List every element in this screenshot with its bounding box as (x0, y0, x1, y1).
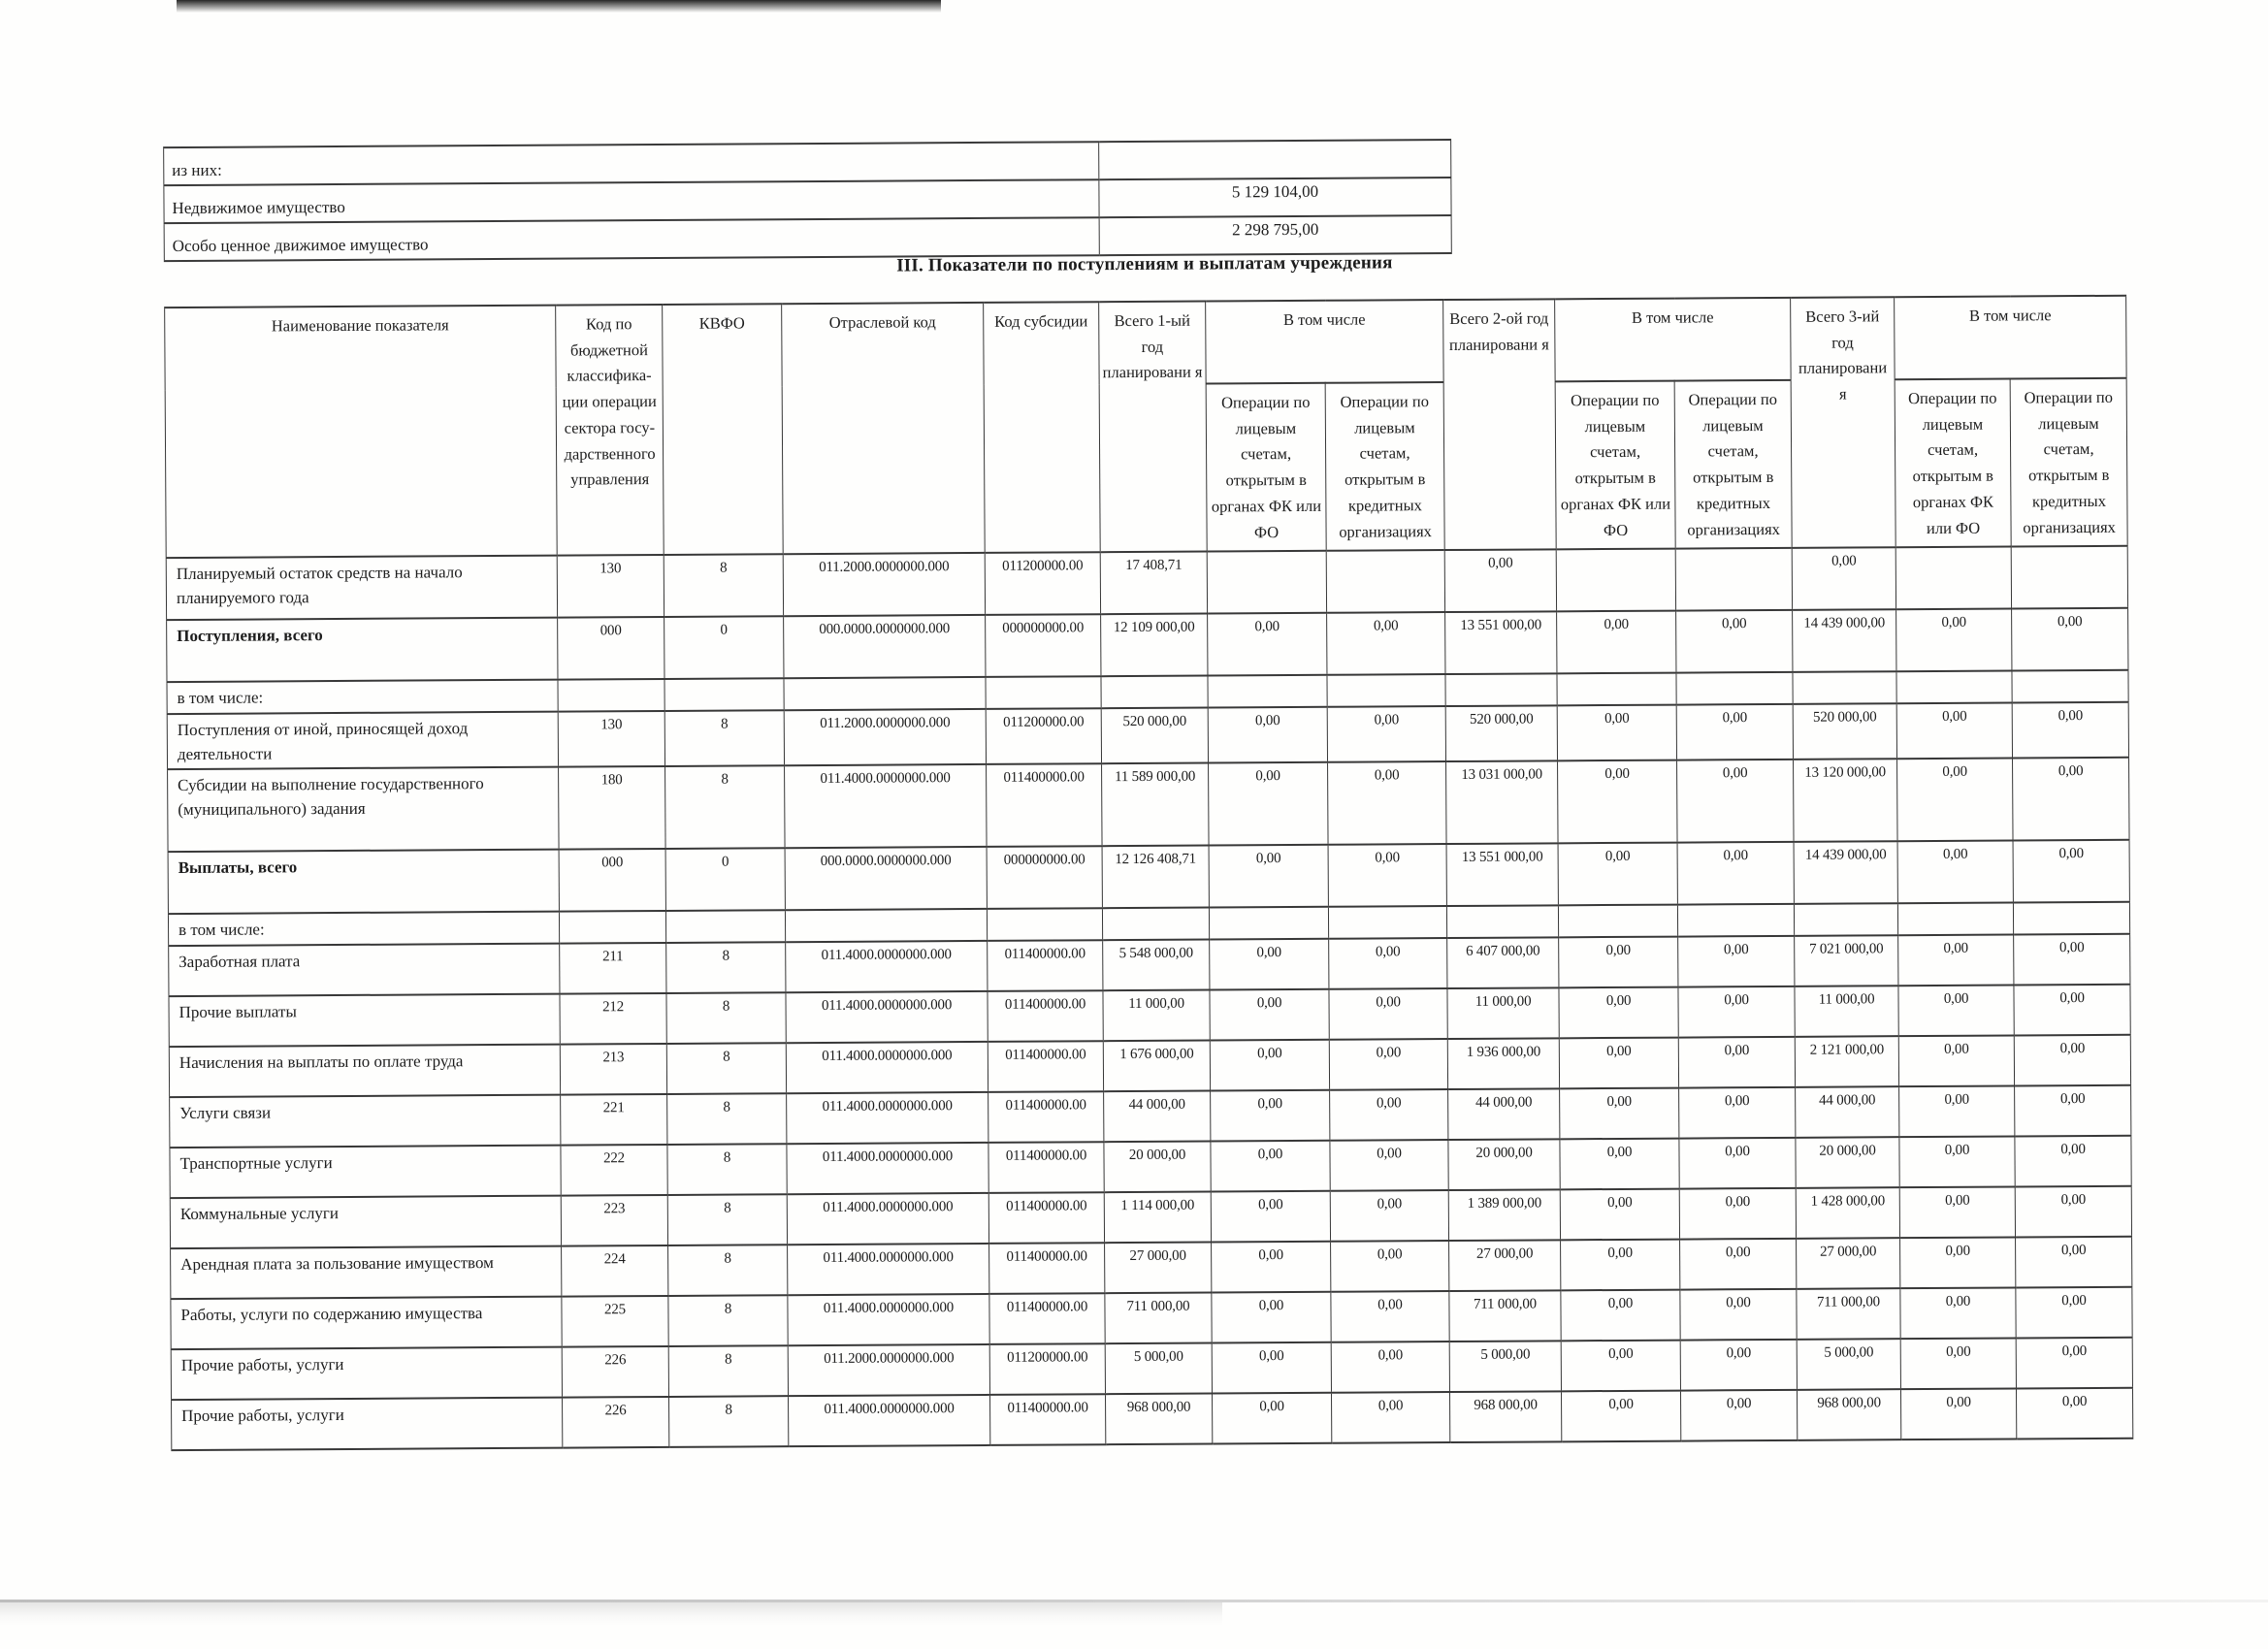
header-year2-ops-credit: Операции по лицевым счетам, открытым в кредитных организациях (1674, 380, 1792, 549)
year1-ops-credit-cell: 0,00 (1331, 1342, 1449, 1393)
summary-value-cell: 2 298 795,00 (1099, 215, 1451, 255)
year1-ops-credit-cell: 0,00 (1329, 988, 1447, 1040)
kvfo-cell: 8 (666, 992, 786, 1044)
section-title: III. Показатели по поступлениям и выплатам учреждения (896, 252, 1393, 276)
year2-ops-fk-cell: 0,00 (1558, 760, 1678, 844)
year1-ops-fk-cell (1207, 551, 1326, 614)
budget-code-cell (559, 911, 665, 944)
total-year3-cell: 27 000,00 (1797, 1238, 1900, 1289)
year3-ops-credit-cell: 0,00 (2014, 985, 2130, 1036)
year1-ops-credit-cell: 0,00 (1330, 1190, 1448, 1242)
year2-ops-credit-cell: 0,00 (1680, 1340, 1797, 1391)
year3-ops-credit-cell: 0,00 (2014, 1035, 2130, 1086)
year2-ops-fk-cell: 0,00 (1557, 705, 1676, 761)
year1-ops-fk-cell: 0,00 (1209, 845, 1328, 908)
total-year2-cell: 5 000,00 (1449, 1342, 1561, 1393)
kvfo-cell: 8 (664, 554, 783, 617)
year2-ops-credit-cell: 0,00 (1680, 1289, 1797, 1341)
indicator-name-cell: Прочие работы, услуги (172, 1398, 563, 1450)
subsidy-code-cell: 000000000.00 (987, 846, 1102, 909)
kvfo-cell: 8 (664, 710, 784, 766)
subsidy-code-cell: 011400000.00 (988, 940, 1103, 991)
year1-ops-credit-cell: 0,00 (1328, 844, 1446, 907)
table-row (168, 758, 2130, 852)
budget-code-cell: 221 (561, 1094, 667, 1146)
year3-ops-credit-cell: 0,00 (2016, 1237, 2132, 1288)
total-year1-cell: 711 000,00 (1105, 1293, 1212, 1344)
total-year1-cell: 44 000,00 (1104, 1091, 1211, 1143)
year1-ops-credit-cell (1327, 674, 1445, 707)
year2-ops-credit-cell: 0,00 (1679, 1087, 1796, 1139)
header-year2-ops-fk: Операции по лицевым счетам, открытым в органах ФК или ФО (1555, 381, 1675, 550)
year3-ops-credit-cell: 0,00 (2017, 1388, 2133, 1439)
subsidy-code-cell: 011400000.00 (990, 1394, 1106, 1445)
budget-code-cell: 225 (562, 1296, 668, 1347)
indicator-name-cell: Планируемый остаток средств на начало планируемого года (166, 556, 557, 620)
year3-ops-fk-cell: 0,00 (1901, 1389, 2017, 1440)
year2-ops-fk-cell: 0,00 (1561, 1341, 1680, 1392)
year1-ops-fk-cell: 0,00 (1212, 1242, 1331, 1293)
year3-ops-credit-cell (2012, 670, 2128, 703)
kvfo-cell (664, 678, 784, 711)
year2-ops-credit-cell: 0,00 (1676, 610, 1793, 673)
year1-ops-fk-cell: 0,00 (1208, 613, 1327, 676)
total-year2-cell: 20 000,00 (1448, 1140, 1560, 1191)
indicator-name-cell: Работы, услуги по содержанию имущества (171, 1297, 562, 1349)
year2-ops-fk-cell: 0,00 (1560, 1189, 1679, 1241)
subsidy-code-cell: 011200000.00 (985, 552, 1100, 615)
total-year3-cell (1794, 903, 1897, 936)
year3-ops-fk-cell (1896, 670, 2012, 703)
total-year2-cell: 0,00 (1444, 549, 1556, 612)
year1-ops-fk-cell (1209, 907, 1328, 940)
industry-code-cell: 000.0000.0000000.000 (784, 615, 986, 678)
year3-ops-credit-cell: 0,00 (2016, 1338, 2132, 1389)
budget-code-cell: 213 (560, 1044, 666, 1095)
year2-ops-credit-cell: 0,00 (1681, 1390, 1798, 1441)
total-year3-cell: 5 000,00 (1797, 1339, 1900, 1390)
indicator-name-cell: Поступления, всего (167, 618, 558, 682)
year1-ops-fk-cell: 0,00 (1212, 1342, 1331, 1394)
industry-code-cell: 011.4000.0000000.000 (788, 1294, 989, 1345)
total-year1-cell: 11 589 000,00 (1102, 763, 1210, 847)
year2-ops-fk-cell: 0,00 (1560, 1088, 1679, 1140)
total-year2-cell: 1 389 000,00 (1448, 1190, 1560, 1242)
total-year1-cell: 12 126 408,71 (1102, 846, 1209, 909)
total-year3-cell: 13 120 000,00 (1794, 759, 1898, 842)
indicator-name-cell: в том числе: (168, 912, 559, 946)
year2-ops-credit-cell: 0,00 (1679, 1188, 1796, 1240)
year3-ops-credit-cell: 0,00 (2015, 1136, 2131, 1187)
year3-ops-fk-cell: 0,00 (1898, 1036, 2014, 1087)
indicator-name-cell: Арендная плата за пользование имуществом (171, 1246, 562, 1299)
year1-ops-credit-cell (1326, 550, 1444, 613)
industry-code-cell: 011.4000.0000000.000 (786, 991, 988, 1043)
industry-code-cell: 011.4000.0000000.000 (785, 764, 988, 848)
budget-code-cell (558, 679, 664, 712)
industry-code-cell: 011.4000.0000000.000 (789, 1395, 990, 1446)
total-year1-cell: 11 000,00 (1103, 990, 1210, 1042)
total-year3-cell: 7 021 000,00 (1795, 935, 1898, 986)
industry-code-cell: 011.2000.0000000.000 (783, 553, 985, 616)
indicator-name-cell: Прочие работы, услуги (171, 1347, 562, 1400)
total-year1-cell: 27 000,00 (1105, 1243, 1212, 1294)
budget-code-cell: 224 (562, 1245, 668, 1297)
subsidy-code-cell: 011400000.00 (988, 1142, 1104, 1193)
total-year2-cell: 11 000,00 (1447, 988, 1559, 1040)
year1-ops-fk-cell: 0,00 (1210, 989, 1329, 1041)
subsidy-code-cell: 011400000.00 (989, 1293, 1105, 1344)
year2-ops-fk-cell (1557, 673, 1676, 706)
industry-code-cell: 000.0000.0000000.000 (785, 847, 987, 910)
year3-ops-fk-cell: 0,00 (1900, 1238, 2016, 1289)
year2-ops-credit-cell (1675, 548, 1792, 611)
total-year3-cell: 11 000,00 (1795, 986, 1898, 1037)
year1-ops-fk-cell: 0,00 (1210, 1040, 1329, 1091)
year2-ops-fk-cell: 0,00 (1559, 937, 1678, 988)
year2-ops-credit-cell: 0,00 (1678, 986, 1795, 1038)
kvfo-cell: 8 (667, 1194, 787, 1245)
kvfo-cell: 8 (667, 1093, 787, 1145)
year1-ops-fk-cell: 0,00 (1210, 939, 1329, 990)
budget-code-cell: 223 (561, 1195, 667, 1246)
budget-code-cell: 222 (561, 1145, 667, 1196)
subsidy-code-cell (987, 908, 1102, 941)
indicator-name-cell: Субсидии на выполнение государственного (муниципального) задания (168, 767, 560, 852)
budget-code-cell: 000 (559, 849, 665, 912)
total-year3-cell: 20 000,00 (1796, 1137, 1899, 1188)
subsidy-code-cell: 011400000.00 (988, 990, 1103, 1042)
subsidy-code-cell (986, 676, 1101, 709)
budget-code-cell: 130 (558, 711, 664, 767)
year1-ops-fk-cell: 0,00 (1211, 1141, 1330, 1192)
summary-label-cell: Недвижимое имущество (164, 179, 1099, 223)
total-year2-cell: 27 000,00 (1449, 1241, 1561, 1292)
industry-code-cell: 011.2000.0000000.000 (788, 1344, 989, 1396)
year3-ops-fk-cell (1897, 903, 2013, 936)
indicator-name-cell: Коммунальные услуги (170, 1196, 561, 1248)
year3-ops-fk-cell: 0,00 (1900, 1288, 2016, 1340)
year2-ops-fk-cell: 0,00 (1561, 1290, 1680, 1342)
budget-code-cell: 180 (559, 766, 666, 850)
header-year1-ops-credit: Операции по лицевым счетам, открытым в кредитных организациях (1325, 382, 1444, 551)
year2-ops-fk-cell (1558, 905, 1677, 938)
header-year3-ops-fk: Операции по лицевым счетам, открытым в органах ФК или ФО (1895, 378, 2011, 547)
total-year2-cell: 1 936 000,00 (1447, 1039, 1559, 1090)
year3-ops-fk-cell: 0,00 (1900, 1339, 2016, 1390)
kvfo-cell: 8 (668, 1345, 788, 1397)
year2-ops-fk-cell: 0,00 (1560, 1139, 1679, 1190)
header-including-year1: В том числе (1206, 300, 1444, 383)
year3-ops-fk-cell: 0,00 (1899, 1137, 2015, 1188)
total-year2-cell: 44 000,00 (1448, 1089, 1560, 1141)
year3-ops-credit-cell: 0,00 (2014, 934, 2130, 986)
budget-code-cell: 000 (558, 617, 664, 680)
budget-code-cell: 130 (557, 555, 664, 618)
industry-code-cell: 011.4000.0000000.000 (786, 1042, 988, 1093)
year3-ops-fk-cell (1895, 546, 2011, 609)
year2-ops-credit-cell: 0,00 (1678, 1037, 1795, 1088)
year2-ops-credit-cell: 0,00 (1679, 1138, 1796, 1189)
total-year1-cell: 5 000,00 (1105, 1343, 1212, 1395)
year3-ops-credit-cell: 0,00 (2013, 758, 2130, 841)
year3-ops-fk-cell: 0,00 (1899, 1187, 2015, 1239)
header-including-year2: В том числе (1555, 298, 1792, 381)
year3-ops-fk-cell: 0,00 (1899, 1086, 2015, 1138)
industry-code-cell: 011.2000.0000000.000 (784, 709, 986, 766)
total-year3-cell: 711 000,00 (1797, 1288, 1900, 1340)
year1-ops-fk-cell: 0,00 (1211, 1090, 1330, 1142)
year1-ops-credit-cell: 0,00 (1329, 938, 1447, 989)
year3-ops-fk-cell: 0,00 (1896, 702, 2012, 759)
total-year1-cell: 12 109 000,00 (1101, 614, 1208, 677)
budget-code-cell: 226 (562, 1346, 668, 1398)
subsidy-code-cell: 011400000.00 (987, 763, 1103, 847)
total-year1-cell: 1 114 000,00 (1104, 1192, 1211, 1244)
total-year3-cell (1793, 671, 1896, 704)
year3-ops-fk-cell: 0,00 (1897, 841, 2013, 904)
total-year3-cell: 968 000,00 (1798, 1389, 1901, 1440)
indicator-name-cell: в том числе: (167, 680, 558, 714)
total-year2-cell: 13 551 000,00 (1446, 844, 1558, 907)
subsidy-code-cell: 011200000.00 (986, 708, 1101, 764)
industry-code-cell: 011.4000.0000000.000 (787, 1092, 988, 1144)
subsidy-code-cell: 000000000.00 (986, 614, 1101, 677)
industry-code-cell: 011.4000.0000000.000 (787, 1193, 988, 1245)
total-year2-cell: 520 000,00 (1445, 705, 1557, 761)
total-year1-cell: 520 000,00 (1101, 708, 1208, 764)
indicator-name-cell: Транспортные услуги (170, 1146, 561, 1198)
year2-ops-credit-cell (1677, 904, 1794, 937)
total-year1-cell: 5 548 000,00 (1103, 940, 1210, 991)
total-year2-cell: 13 031 000,00 (1446, 761, 1559, 845)
total-year1-cell: 968 000,00 (1106, 1394, 1213, 1445)
total-year3-cell: 14 439 000,00 (1793, 609, 1896, 672)
year3-ops-credit-cell (2013, 902, 2129, 935)
year1-ops-fk-cell: 0,00 (1211, 1191, 1330, 1243)
kvfo-cell: 8 (668, 1245, 788, 1296)
summary-label-cell: из них: (164, 142, 1099, 185)
total-year1-cell (1102, 908, 1209, 941)
kvfo-cell: 0 (664, 616, 784, 679)
budget-code-cell: 212 (560, 993, 666, 1045)
year2-ops-fk-cell (1556, 549, 1675, 612)
total-year3-cell: 2 121 000,00 (1795, 1036, 1898, 1087)
header-including-year3: В том числе (1895, 296, 2127, 379)
total-year2-cell: 13 551 000,00 (1445, 611, 1557, 674)
main-table-body (166, 546, 2133, 1451)
year3-ops-credit-cell: 0,00 (2015, 1186, 2131, 1238)
year3-ops-fk-cell: 0,00 (1896, 608, 2012, 671)
receipts-payments-table (164, 295, 2133, 1452)
year1-ops-credit-cell: 0,00 (1331, 1291, 1449, 1342)
indicator-name-cell: Выплаты, всего (168, 850, 559, 914)
year1-ops-credit-cell: 0,00 (1330, 1140, 1448, 1191)
kvfo-cell: 8 (667, 1144, 787, 1195)
industry-code-cell: 011.4000.0000000.000 (787, 1143, 988, 1194)
header-industry-code: Отраслевой код (782, 303, 986, 554)
summary-label-cell: Особо ценное движимое имущество (164, 217, 1099, 261)
year1-ops-fk-cell: 0,00 (1208, 707, 1327, 763)
year1-ops-credit-cell: 0,00 (1330, 1089, 1448, 1141)
industry-code-cell: 011.4000.0000000.000 (788, 1244, 989, 1295)
summary-value-cell: 5 129 104,00 (1099, 178, 1451, 217)
total-year2-cell (1445, 673, 1557, 706)
year1-ops-credit-cell: 0,00 (1327, 706, 1445, 762)
kvfo-cell (665, 910, 785, 943)
year2-ops-fk-cell: 0,00 (1562, 1391, 1681, 1442)
year3-ops-credit-cell: 0,00 (2013, 840, 2129, 903)
industry-code-cell (784, 677, 986, 710)
kvfo-cell: 8 (666, 1043, 786, 1094)
year2-ops-credit-cell: 0,00 (1677, 760, 1795, 843)
year1-ops-credit-cell: 0,00 (1329, 1039, 1447, 1090)
kvfo-cell: 0 (665, 848, 785, 911)
total-year3-cell: 520 000,00 (1793, 703, 1896, 760)
total-year3-cell: 0,00 (1792, 547, 1895, 610)
header-subsidy-code: Код субсидии (984, 302, 1101, 553)
year3-ops-credit-cell: 0,00 (2012, 702, 2128, 759)
industry-code-cell (785, 909, 987, 942)
year1-ops-fk-cell: 0,00 (1213, 1393, 1332, 1444)
year2-ops-credit-cell: 0,00 (1677, 842, 1794, 905)
year3-ops-credit-cell: 0,00 (2015, 1085, 2131, 1137)
total-year3-cell: 1 428 000,00 (1796, 1187, 1899, 1239)
year1-ops-credit-cell: 0,00 (1328, 761, 1447, 845)
budget-code-cell: 211 (560, 943, 666, 994)
year3-ops-credit-cell: 0,00 (2016, 1287, 2132, 1339)
header-indicator-name: Наименование показателя (165, 306, 558, 558)
indicator-name-cell: Начисления на выплаты по оплате труда (169, 1045, 560, 1097)
header-year1-ops-fk: Операции по лицевым счетам, открытым в органах ФК или ФО (1206, 383, 1326, 552)
property-summary-table (163, 139, 1452, 262)
header-budget-code: Код по бюджетной классифика- ции операции сектора госу- дарственного управления (556, 305, 664, 556)
total-year1-cell: 17 408,71 (1100, 552, 1207, 615)
total-year1-cell: 20 000,00 (1104, 1142, 1211, 1193)
year1-ops-fk-cell: 0,00 (1209, 762, 1329, 846)
subsidy-code-cell: 011400000.00 (988, 1192, 1104, 1244)
year1-ops-fk-cell: 0,00 (1212, 1292, 1331, 1343)
year1-ops-credit-cell: 0,00 (1327, 612, 1445, 675)
subsidy-code-cell: 011200000.00 (989, 1343, 1105, 1395)
year1-ops-credit-cell: 0,00 (1331, 1241, 1449, 1292)
year3-ops-fk-cell: 0,00 (1898, 935, 2014, 986)
year3-ops-credit-cell: 0,00 (2012, 608, 2128, 671)
summary-table-body (164, 140, 1452, 261)
year2-ops-fk-cell: 0,00 (1561, 1240, 1680, 1291)
summary-value-cell (1099, 140, 1451, 179)
year2-ops-credit-cell: 0,00 (1678, 936, 1795, 987)
year2-ops-credit-cell: 0,00 (1680, 1239, 1797, 1290)
total-year2-cell: 968 000,00 (1450, 1392, 1562, 1443)
header-year3-ops-credit: Операции по лицевым счетам, открытым в кредитных организациях (2010, 378, 2127, 547)
year2-ops-fk-cell: 0,00 (1559, 987, 1678, 1039)
subsidy-code-cell: 011400000.00 (988, 1091, 1104, 1143)
subsidy-code-cell: 011400000.00 (988, 1041, 1103, 1092)
indicator-name-cell: Прочие выплаты (169, 994, 560, 1047)
header-total-year2: Всего 2-ой год планировани я (1443, 299, 1557, 550)
kvfo-cell: 8 (669, 1396, 789, 1447)
year2-ops-fk-cell: 0,00 (1559, 1038, 1678, 1089)
total-year3-cell: 14 439 000,00 (1794, 841, 1897, 904)
total-year1-cell: 1 676 000,00 (1103, 1041, 1210, 1092)
scan-artifact-bottom-band (0, 1602, 1222, 1626)
indicator-name-cell: Поступления от иной, приносящей доход деятельности (167, 712, 558, 770)
total-year2-cell: 711 000,00 (1449, 1291, 1561, 1342)
kvfo-cell: 8 (668, 1295, 788, 1346)
year3-ops-fk-cell: 0,00 (1898, 986, 2014, 1037)
total-year2-cell: 6 407 000,00 (1447, 938, 1559, 989)
year2-ops-credit-cell: 0,00 (1676, 704, 1793, 760)
total-year2-cell (1446, 906, 1558, 939)
header-total-year3: Всего 3-ий год планировани я (1791, 297, 1896, 548)
year1-ops-credit-cell (1328, 906, 1446, 939)
total-year1-cell (1101, 676, 1208, 709)
budget-code-cell: 226 (563, 1397, 669, 1448)
kvfo-cell: 8 (666, 942, 786, 993)
year1-ops-credit-cell: 0,00 (1331, 1392, 1449, 1443)
kvfo-cell: 8 (665, 765, 786, 849)
indicator-name-cell: Заработная плата (169, 944, 560, 996)
year2-ops-credit-cell (1676, 672, 1793, 705)
header-total-year1: Всего 1-ый год планировани я (1099, 302, 1208, 553)
header-kvfo: КВФО (663, 304, 784, 555)
total-year3-cell: 44 000,00 (1796, 1086, 1899, 1138)
table-row (172, 1388, 2133, 1450)
year1-ops-fk-cell (1208, 675, 1327, 708)
main-table-header (165, 296, 2128, 558)
subsidy-code-cell: 011400000.00 (989, 1243, 1105, 1294)
year3-ops-fk-cell: 0,00 (1897, 759, 2014, 842)
indicator-name-cell: Услуги связи (170, 1095, 561, 1148)
year3-ops-credit-cell (2011, 546, 2127, 609)
year2-ops-fk-cell: 0,00 (1557, 611, 1676, 674)
year2-ops-fk-cell: 0,00 (1558, 843, 1677, 906)
industry-code-cell: 011.4000.0000000.000 (786, 941, 988, 992)
